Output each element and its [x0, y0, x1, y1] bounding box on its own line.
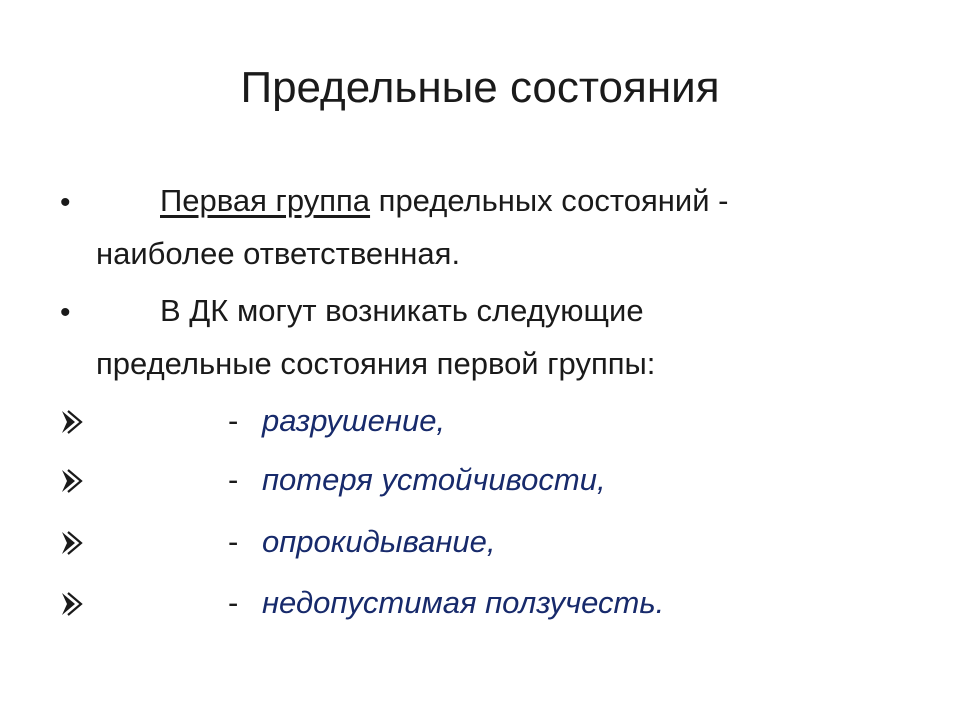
sub-item-text: опрокидывание, [262, 524, 496, 559]
checkmark-arrow-icon [60, 409, 86, 435]
sub-item-text: недопустимая ползучесть. [262, 585, 665, 620]
checkmark-arrow-icon [60, 591, 86, 617]
bullet-marker: • [60, 296, 71, 329]
sub-item-text: потеря устойчивости, [262, 462, 606, 497]
bullet-text-continuation: предельные состояния первой группы: [96, 346, 656, 381]
underlined-term: Первая группа [160, 183, 371, 218]
sub-item-dash: - [228, 585, 239, 620]
checkmark-arrow-icon [60, 468, 86, 494]
bullet-text-line: В ДК могут возникать следующие [160, 293, 644, 328]
bullet-text-line [160, 182, 728, 219]
bullet-text: предельных состояний - [370, 183, 729, 218]
slide-title: Предельные состояния [240, 63, 720, 112]
sub-item-text: разрушение, [262, 403, 446, 438]
checkmark-arrow-icon [60, 530, 86, 556]
bullet-text-continuation: наиболее ответственная. [96, 236, 461, 271]
sub-item-dash: - [228, 524, 239, 559]
bullet-marker: • [60, 186, 71, 219]
sub-item-dash: - [228, 462, 239, 497]
sub-item-dash: - [228, 403, 239, 438]
